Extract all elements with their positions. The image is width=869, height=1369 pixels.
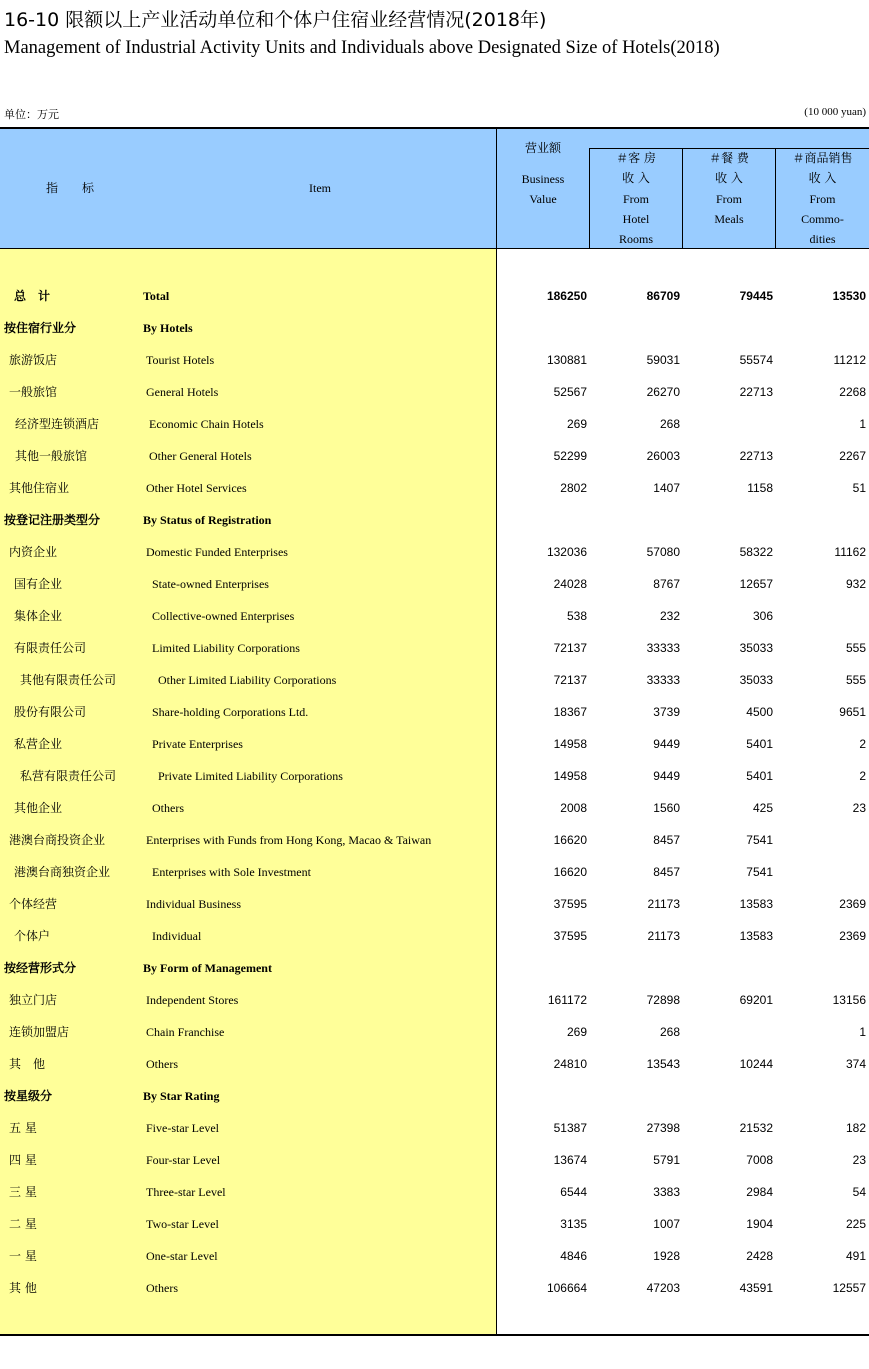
cell-commodities: 225 (845, 1217, 866, 1231)
cell-business-value: 269 (566, 417, 587, 431)
cell-meals: 35033 (739, 673, 773, 687)
row-label-en: Chain Franchise (146, 1025, 225, 1039)
cell-hotel-rooms: 3739 (653, 705, 680, 719)
table-row (0, 696, 869, 728)
row-label-cn: 其 他 (9, 1281, 37, 1295)
cell-business-value: 24028 (553, 577, 587, 591)
table-row (0, 1080, 869, 1112)
cell-business-value: 24810 (553, 1057, 587, 1071)
header-meals-en2: Meals (714, 212, 744, 226)
cell-meals: 12657 (739, 577, 773, 591)
header-commodities-en1: From (809, 192, 836, 206)
row-label-en: Three-star Level (146, 1185, 226, 1199)
row-label-en: Other General Hotels (149, 449, 252, 463)
table-row (0, 1048, 869, 1080)
header-commodities-cn1: ＃商品销售 (792, 151, 853, 165)
cell-hotel-rooms: 1007 (653, 1217, 680, 1231)
header-meals-en1: From (715, 192, 742, 206)
cell-hotel-rooms: 21173 (647, 929, 680, 943)
cell-meals: 2428 (746, 1249, 773, 1263)
row-label-cn: 其他住宿业 (9, 481, 70, 495)
table-row (0, 984, 869, 1016)
row-label-cn: 按住宿行业分 (4, 321, 77, 335)
table-row (0, 1272, 869, 1304)
row-label-cn: 旅游饭店 (9, 353, 58, 367)
row-label-en: General Hotels (146, 385, 219, 399)
cell-commodities: 1 (859, 417, 866, 431)
cell-business-value: 14958 (553, 769, 587, 783)
cell-meals: 1904 (746, 1217, 773, 1231)
cell-commodities: 2 (859, 737, 866, 751)
header-commodities-en2: Commo- (801, 212, 844, 226)
row-label-en: Enterprises with Funds from Hong Kong, Macao & Taiwan (146, 833, 432, 847)
row-label-cn: 有限责任公司 (14, 641, 87, 655)
header-rooms-cn2: 收 入 (622, 171, 650, 185)
table-row (0, 728, 869, 760)
row-label-cn: 港澳台商独资企业 (14, 865, 111, 879)
row-label-en: By Status of Registration (143, 513, 272, 527)
header-indicator: 指 标 (45, 181, 94, 195)
cell-meals: 13583 (739, 929, 773, 943)
cell-business-value: 186250 (546, 289, 587, 303)
table-row (0, 472, 869, 504)
cell-meals: 21532 (739, 1121, 773, 1135)
row-label-cn: 港澳台商投资企业 (9, 833, 106, 847)
cell-business-value: 51387 (553, 1121, 587, 1135)
table-row (0, 920, 869, 952)
cell-meals: 10244 (739, 1057, 773, 1071)
cell-hotel-rooms: 268 (659, 417, 680, 431)
table-row (0, 632, 869, 664)
row-label-en: Limited Liability Corporations (152, 641, 300, 655)
cell-hotel-rooms: 232 (659, 609, 680, 623)
table-row (0, 280, 869, 312)
table-row (0, 824, 869, 856)
cell-business-value: 37595 (553, 929, 587, 943)
header-rooms-en2: Hotel (622, 212, 650, 226)
cell-commodities: 555 (845, 641, 866, 655)
cell-hotel-rooms: 8457 (653, 833, 680, 847)
cell-commodities: 13156 (832, 993, 866, 1007)
header-item: Item (309, 181, 331, 195)
cell-meals: 35033 (739, 641, 773, 655)
row-label-cn: 独立门店 (9, 993, 58, 1007)
cell-commodities: 555 (845, 673, 866, 687)
cell-meals: 7541 (746, 865, 773, 879)
cell-meals: 43591 (739, 1281, 773, 1295)
cell-commodities: 11162 (834, 545, 866, 559)
table-row (0, 376, 869, 408)
cell-commodities: 2 (859, 769, 866, 783)
cell-business-value: 52567 (553, 385, 587, 399)
cell-commodities: 23 (852, 1153, 866, 1167)
table-row (0, 408, 869, 440)
row-label-en: Tourist Hotels (146, 353, 215, 367)
table-row (0, 536, 869, 568)
cell-business-value: 2008 (560, 801, 587, 815)
row-label-en: Others (146, 1057, 178, 1071)
cell-business-value: 269 (566, 1025, 587, 1039)
cell-business-value: 72137 (553, 673, 587, 687)
cell-meals: 22713 (739, 449, 773, 463)
cell-business-value: 4846 (560, 1249, 587, 1263)
cell-meals: 58322 (739, 545, 773, 559)
row-label-en: Economic Chain Hotels (149, 417, 264, 431)
cell-commodities: 23 (852, 801, 866, 815)
cell-meals: 5401 (746, 737, 773, 751)
cell-business-value: 130881 (546, 353, 587, 367)
cell-hotel-rooms: 1928 (653, 1249, 680, 1263)
header-meals-cn2: 收 入 (715, 171, 743, 185)
cell-hotel-rooms: 33333 (646, 673, 680, 687)
cell-meals: 22713 (739, 385, 773, 399)
cell-commodities: 51 (852, 481, 866, 495)
cell-hotel-rooms: 47203 (646, 1281, 680, 1295)
row-label-cn: 总 计 (14, 289, 51, 303)
cell-business-value: 16620 (553, 865, 587, 879)
row-label-en: Four-star Level (146, 1153, 221, 1167)
table-row (0, 888, 869, 920)
table-row (0, 568, 869, 600)
table-row (0, 312, 869, 344)
row-label-cn: 其他有限责任公司 (20, 673, 117, 687)
row-label-cn: 经济型连锁酒店 (15, 417, 100, 431)
cell-commodities: 12557 (832, 1281, 866, 1295)
row-label-en: By Form of Management (143, 961, 272, 975)
row-label-en: By Star Rating (143, 1089, 220, 1103)
cell-meals: 4500 (746, 705, 773, 719)
header-rooms-cn1: ＃客 房 (616, 151, 656, 165)
cell-hotel-rooms: 21173 (647, 897, 680, 911)
row-label-cn: 三 星 (9, 1185, 37, 1199)
cell-business-value: 2802 (560, 481, 587, 495)
cell-commodities: 1 (859, 1025, 866, 1039)
table-row (0, 1112, 869, 1144)
table-row (0, 1208, 869, 1240)
cell-commodities: 54 (852, 1185, 866, 1199)
row-label-cn: 个体户 (14, 929, 51, 943)
row-label-cn: 私营企业 (14, 737, 63, 751)
cell-business-value: 161172 (547, 993, 587, 1007)
cell-hotel-rooms: 3383 (653, 1185, 680, 1199)
header-commodities-en3: dities (809, 232, 836, 246)
cell-commodities: 374 (845, 1057, 866, 1071)
cell-meals: 7541 (746, 833, 773, 847)
cell-meals: 425 (752, 801, 773, 815)
cell-business-value: 106664 (546, 1281, 587, 1295)
row-label-en: Two-star Level (146, 1217, 219, 1231)
table-row (0, 856, 869, 888)
row-label-cn: 二 星 (9, 1217, 37, 1231)
cell-commodities: 2369 (839, 929, 866, 943)
row-label-cn: 四 星 (9, 1153, 37, 1167)
row-label-cn: 按登记注册类型分 (4, 513, 101, 527)
header-rooms-en3: Rooms (618, 232, 653, 246)
table-row (0, 792, 869, 824)
cell-hotel-rooms: 1560 (653, 801, 680, 815)
cell-commodities: 2268 (839, 385, 866, 399)
row-label-cn: 私营有限责任公司 (20, 769, 117, 783)
header-business-cn: 营业额 (524, 141, 561, 155)
table-row (0, 1144, 869, 1176)
cell-business-value: 3135 (560, 1217, 587, 1231)
row-label-cn: 个体经营 (9, 897, 58, 911)
row-label-en: Enterprises with Sole Investment (152, 865, 311, 879)
row-label-en: Others (146, 1281, 178, 1295)
row-label-en: Other Hotel Services (146, 481, 247, 495)
unit-label-en: (10 000 yuan) (804, 106, 866, 118)
row-label-en: Other Limited Liability Corporations (158, 673, 337, 687)
row-label-en: Total (143, 289, 170, 303)
header-business-en: Business (521, 172, 565, 186)
cell-business-value: 6544 (560, 1185, 587, 1199)
cell-hotel-rooms: 86709 (646, 289, 680, 303)
cell-commodities: 2267 (839, 449, 866, 463)
cell-meals: 79445 (739, 289, 773, 303)
cell-meals: 2984 (746, 1185, 773, 1199)
cell-commodities: 2369 (839, 897, 866, 911)
cell-commodities: 13530 (832, 289, 866, 303)
cell-meals: 5401 (746, 769, 773, 783)
row-label-en: Private Enterprises (152, 737, 243, 751)
row-label-en: One-star Level (146, 1249, 218, 1263)
table-row (0, 1016, 869, 1048)
cell-meals: 1158 (747, 481, 773, 495)
row-label-en: By Hotels (143, 321, 193, 335)
table-row (0, 1240, 869, 1272)
cell-business-value: 52299 (553, 449, 587, 463)
page-title-cn: 16-10 限额以上产业活动单位和个体户住宿业经营情况(2018年) (4, 9, 547, 31)
row-label-cn: 其他企业 (14, 801, 63, 815)
table-row (0, 952, 869, 984)
row-label-cn: 一般旅馆 (9, 385, 58, 399)
cell-meals: 306 (752, 609, 773, 623)
row-label-en: Domestic Funded Enterprises (146, 545, 288, 559)
cell-meals: 55574 (739, 353, 773, 367)
header-rooms-en1: From (622, 192, 649, 206)
cell-business-value: 72137 (553, 641, 587, 655)
row-label-cn: 内资企业 (9, 545, 58, 559)
cell-business-value: 538 (566, 609, 587, 623)
header-bottom-rule (0, 248, 869, 249)
cell-hotel-rooms: 59031 (646, 353, 680, 367)
cell-meals: 13583 (739, 897, 773, 911)
table-row (0, 600, 869, 632)
cell-commodities: 11212 (833, 353, 866, 367)
row-label-cn: 其他一般旅馆 (15, 449, 88, 463)
cell-hotel-rooms: 8457 (653, 865, 680, 879)
cell-business-value: 14958 (553, 737, 587, 751)
table-row (0, 664, 869, 696)
table-bottom-rule (0, 1334, 869, 1336)
cell-hotel-rooms: 9449 (653, 737, 680, 751)
unit-label-cn: 单位：万元 (4, 108, 59, 121)
row-label-cn: 一 星 (9, 1249, 37, 1263)
table-top-rule (0, 127, 869, 129)
cell-meals: 69201 (739, 993, 773, 1007)
cell-hotel-rooms: 57080 (646, 545, 680, 559)
row-label-cn: 按星级分 (4, 1089, 53, 1103)
cell-hotel-rooms: 33333 (646, 641, 680, 655)
header-business-en2: Value (529, 192, 557, 206)
row-label-cn: 集体企业 (14, 609, 63, 623)
cell-hotel-rooms: 8767 (653, 577, 680, 591)
row-label-cn: 按经营形式分 (4, 961, 77, 975)
row-label-en: Share-holding Corporations Ltd. (152, 705, 309, 719)
cell-hotel-rooms: 5791 (653, 1153, 680, 1167)
row-label-cn: 其 他 (9, 1057, 46, 1071)
table-row (0, 344, 869, 376)
row-label-en: Individual (152, 929, 202, 943)
table-row (0, 440, 869, 472)
cell-commodities: 491 (845, 1249, 866, 1263)
cell-business-value: 37595 (553, 897, 587, 911)
header-meals-cn1: ＃餐 费 (709, 151, 749, 165)
table-row (0, 760, 869, 792)
cell-business-value: 18367 (553, 705, 587, 719)
row-label-en: Others (152, 801, 184, 815)
cell-hotel-rooms: 9449 (653, 769, 680, 783)
row-label-en: Independent Stores (146, 993, 239, 1007)
row-label-cn: 股份有限公司 (14, 705, 87, 719)
page-title-en: Management of Industrial Activity Units and Individuals above Designated Size of Hotels(2018) (4, 38, 720, 58)
row-label-cn: 国有企业 (14, 577, 63, 591)
row-label-cn: 连锁加盟店 (9, 1025, 70, 1039)
row-label-cn: 五 星 (9, 1121, 37, 1135)
cell-commodities: 932 (845, 577, 866, 591)
row-label-en: Private Limited Liability Corporations (158, 769, 343, 783)
cell-business-value: 13674 (553, 1153, 587, 1167)
row-label-en: State-owned Enterprises (152, 577, 269, 591)
cell-hotel-rooms: 13543 (646, 1057, 680, 1071)
cell-hotel-rooms: 26270 (646, 385, 680, 399)
cell-commodities: 182 (845, 1121, 866, 1135)
table-row (0, 1176, 869, 1208)
cell-hotel-rooms: 1407 (653, 481, 680, 495)
cell-hotel-rooms: 72898 (646, 993, 680, 1007)
cell-hotel-rooms: 26003 (646, 449, 680, 463)
cell-business-value: 132036 (546, 545, 587, 559)
row-label-en: Individual Business (146, 897, 241, 911)
cell-hotel-rooms: 27398 (646, 1121, 680, 1135)
cell-business-value: 16620 (553, 833, 587, 847)
cell-hotel-rooms: 268 (659, 1025, 680, 1039)
row-label-en: Five-star Level (146, 1121, 219, 1135)
table-row (0, 504, 869, 536)
cell-commodities: 9651 (839, 705, 866, 719)
cell-meals: 7008 (746, 1153, 773, 1167)
header-commodities-cn2: 收 入 (808, 171, 837, 185)
row-label-en: Collective-owned Enterprises (152, 609, 295, 623)
